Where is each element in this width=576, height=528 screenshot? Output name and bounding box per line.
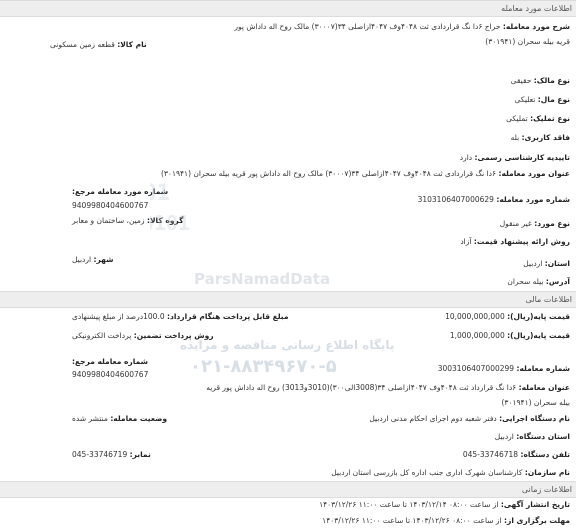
item-number-value: 3103106407000629 (417, 195, 494, 204)
address (507, 276, 570, 287)
org-province-value: اردبیل (494, 432, 514, 441)
payable-amount (72, 311, 289, 322)
item-group-value: زمین، ساختمان و معابر (72, 216, 145, 225)
section-header-item-info: اطلاعات مورد معامله (0, 0, 576, 17)
item-name (50, 39, 147, 50)
svg-text:0101: 101 (153, 211, 190, 235)
watermark-logo-icon (150, 160, 410, 390)
org-fax-label: نمابر: (129, 450, 151, 459)
base-price-label: قیمت پایه(ریال): (507, 312, 570, 321)
property-type (515, 94, 570, 105)
price-method-value: آزاد (460, 237, 472, 246)
section-header-timing-info: اطلاعات زمانی (0, 481, 576, 498)
usage-label: فاقد کاربری: (521, 133, 570, 142)
org-name (331, 467, 570, 478)
item-title (161, 168, 570, 179)
item-description-value: حراج ۶دا نگ قراردادی ثت ۴۰۴۸وف ۴۰۴۷ازاصلی ۳۴(۳۰۰۰۷) مالک روح اله داداش پور قریه بیله سحران (۳۰۱۹۴۱) (234, 22, 570, 46)
trade-status-label: وضعیت معامله: (110, 414, 168, 423)
city-label: شهر: (93, 255, 114, 264)
trade-status (72, 413, 167, 424)
owner-type-value: حقیقی (510, 76, 532, 85)
watermark-site: ParsNamadData (194, 270, 331, 288)
org-phone (463, 449, 570, 460)
org-phone-label: تلفن دستگاه: (520, 450, 570, 459)
item-title-label: عنوان مورد معامله: (498, 169, 570, 178)
property-type-value: تعلیکی (514, 95, 536, 104)
payable-amount-label: مبلغ قابل پرداخت هنگام قرارداد: (167, 312, 289, 321)
trade-title (200, 380, 570, 410)
address-value: بیله سحران (507, 277, 544, 286)
guarantee-method (72, 330, 214, 341)
province-value: اردبیل (523, 259, 543, 268)
province (523, 258, 570, 269)
deadline-date (322, 515, 570, 526)
item-title-value: ۶دا نگ قراردادی ثت ۴۰۴۸وف ۴۰۴۷ازاصلی ۳۴(۳۰۰۰۷) مالک روح اله داداش پور قریه بیله سحران (۳۰۱۹۴۱) (160, 169, 497, 178)
ownership-type-value: تملیکی (506, 114, 528, 123)
item-ref-number (72, 186, 168, 197)
item-group-label: گروه کالا: (146, 216, 184, 225)
section-header-financial-info: اطلاعات مالی (0, 291, 576, 308)
trade-ref-number-label: شماره معامله مرجع: (72, 357, 148, 366)
ownership-type (506, 113, 570, 124)
org-fax-value: 33746719-045 (72, 450, 128, 459)
payable-amount-value: 100.0درصد از مبلغ پیشنهادی (72, 312, 165, 321)
org-province (495, 431, 570, 442)
item-description (220, 19, 570, 49)
svg-text:010101: 01 (150, 181, 170, 206)
trade-number-label: شماره معامله: (516, 364, 570, 373)
item-kind (500, 218, 570, 229)
owner-type (511, 75, 570, 86)
city (72, 254, 113, 265)
guarantee-method-label: روش پرداخت تضمین: (133, 331, 214, 340)
org-phone-value: 33746718-045 (462, 450, 519, 459)
org-name-label: نام سازمان: (524, 468, 570, 477)
publish-date-label: تاریخ انتشار آگهی: (500, 500, 570, 509)
item-description-label: شرح مورد معامله: (502, 22, 570, 31)
exec-org-value: دفتر شعبه دوم اجرای احکام مدنی اردبیل (369, 414, 497, 423)
deadline-date-value: از ساعت ۰۸:۰۰ ۱۴۰۳/۱۲/۲۶ تا ساعت ۱۱:۰۰ ۱۴۰۳/۱۲/۲۶ (322, 516, 502, 525)
item-number (418, 194, 570, 205)
exec-org (369, 413, 570, 424)
trade-number (438, 363, 570, 374)
org-name-value: کارشناسان شهرک اداری جنب اداره کل بازرسی استان اردبیل (331, 468, 523, 477)
trade-number-value: 3003106407000299 (437, 364, 515, 373)
item-kind-label: نوع مورد: (534, 219, 570, 228)
watermark-tagline: پایگاه اطلاع رسانی مناقصه و مزایده (180, 338, 395, 352)
base-price-value: 10,000,000,000 (445, 312, 505, 321)
usage-value: بله (510, 133, 520, 142)
guarantee-method-value: پرداخت الکترونیکی (72, 331, 132, 340)
item-name-value: قطعه زمین مسکونی (50, 40, 115, 49)
org-province-label: استان دستگاه: (516, 432, 570, 441)
watermark-phone: ۰۲۱-۸۸۳۴۹۶۷۰-۵ (190, 356, 337, 377)
trade-status-value: منتشر شده (72, 414, 108, 423)
base-price (445, 311, 570, 322)
property-type-label: نوع مال: (537, 95, 570, 104)
usage (511, 132, 570, 143)
owner-type-label: نوع مالک: (533, 76, 570, 85)
publish-date (319, 499, 570, 510)
deadline-date-label: مهلت برگزاری از: (504, 516, 570, 525)
item-number-label: شماره مورد معامله: (496, 195, 570, 204)
item-name-label: نام کالا: (117, 40, 147, 49)
trade-ref-number-value: 9409980404600767 (72, 370, 149, 379)
item-kind-value: غیر منقول (499, 219, 532, 228)
item-ref-number-label: شماره مورد معامله مرجع: (72, 187, 169, 196)
address-label: آدرس: (545, 277, 570, 286)
trade-title-label: عنوان معامله: (518, 383, 570, 392)
publish-date-value: از ساعت ۰۸:۰۰ ۱۴۰۳/۱۲/۱۴ تا ساعت ۱۱:۰۰ ۱۴۰۳/۱۲/۲۶ (319, 500, 499, 509)
city-value: اردبیل (72, 255, 92, 264)
item-ref-number-value: 9409980404600767 (72, 201, 149, 210)
expert-approval-value: دارد (459, 153, 473, 162)
price-method (460, 236, 570, 247)
province-label: استان: (544, 259, 570, 268)
base-price-2 (450, 330, 570, 341)
org-fax (72, 449, 151, 460)
item-group (72, 215, 183, 226)
trade-ref-number (72, 356, 148, 367)
base-price-2-label: قیمت پایه(ریال): (507, 331, 570, 340)
base-price-2-value: 1,000,000,000 (449, 331, 505, 340)
expert-approval (460, 152, 570, 163)
price-method-label: روش ارائه پیشنهاد قیمت: (473, 237, 570, 246)
watermark (150, 160, 410, 390)
trade-title-value: ۶دا نگ قرارداد ثت ۴۰۴۸وف ۴۰۴۷ازاصلی ۳۴(3008الی۳۰۰)(3010و3013) روح اله داداش پور قریه بیله سحران (۳۰۱۹۴۱) (206, 383, 570, 407)
ownership-type-label: نوع تملیک: (530, 114, 570, 123)
exec-org-label: نام دستگاه اجرایی: (499, 414, 570, 423)
expert-approval-label: تاییدیه کارشناسی رسمی: (474, 153, 570, 162)
